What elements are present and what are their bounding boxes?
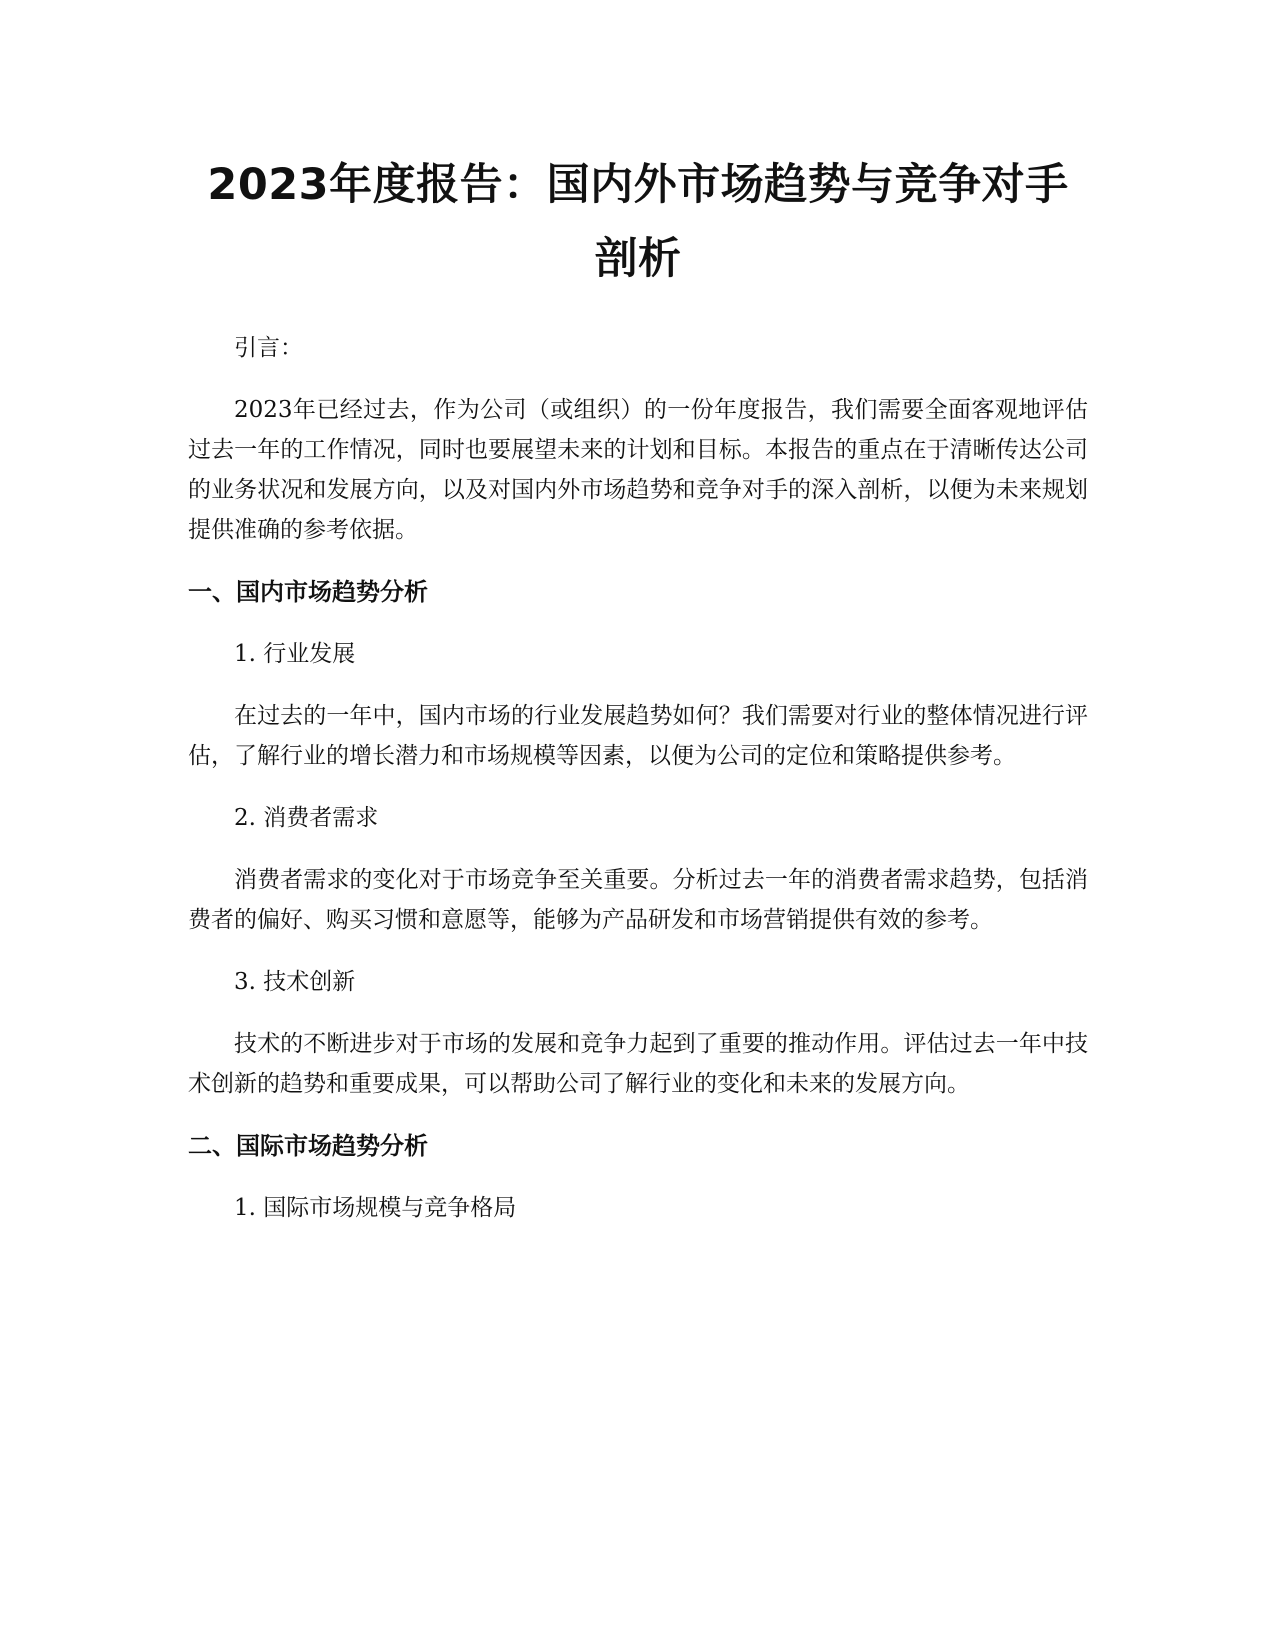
intro-label: 引言： (234, 335, 303, 361)
item-label-industry: 1. 行业发展 (234, 641, 356, 667)
intro-paragraph: 2023年已经过去，作为公司（或组织）的一份年度报告，我们需要全面客观地评估过去一年的工作情况，同时也要展望未来的计划和目标。本报告的重点在于清晰传达公司的业务状况和发展方向，以及对国内外市场趋势和竞争对手的深入剖析，以便为未来规划提供准确的参考依据。 (188, 397, 1088, 543)
document-content (188, 148, 1088, 1228)
document-title: 2023年度报告：国内外市场趋势与竞争对手剖析 (207, 160, 1069, 284)
section-heading-international: 二、国际市场趋势分析 (188, 1132, 428, 1160)
item-text-technology: 技术的不断进步对于市场的发展和竞争力起到了重要的推动作用。评估过去一年中技术创新的趋势和重要成果，可以帮助公司了解行业的变化和未来的发展方向。 (188, 1031, 1088, 1097)
item-label-intl-market: 1. 国际市场规模与竞争格局 (234, 1195, 517, 1221)
item-label-technology: 3. 技术创新 (234, 969, 356, 995)
section-heading-domestic: 一、国内市场趋势分析 (188, 578, 428, 606)
item-text-industry: 在过去的一年中，国内市场的行业发展趋势如何？我们需要对行业的整体情况进行评估，了解行业的增长潜力和市场规模等因素，以便为公司的定位和策略提供参考。 (188, 703, 1088, 769)
item-label-consumer: 2. 消费者需求 (234, 805, 379, 831)
item-text-consumer: 消费者需求的变化对于市场竞争至关重要。分析过去一年的消费者需求趋势，包括消费者的偏好、购买习惯和意愿等，能够为产品研发和市场营销提供有效的参考。 (188, 867, 1088, 933)
